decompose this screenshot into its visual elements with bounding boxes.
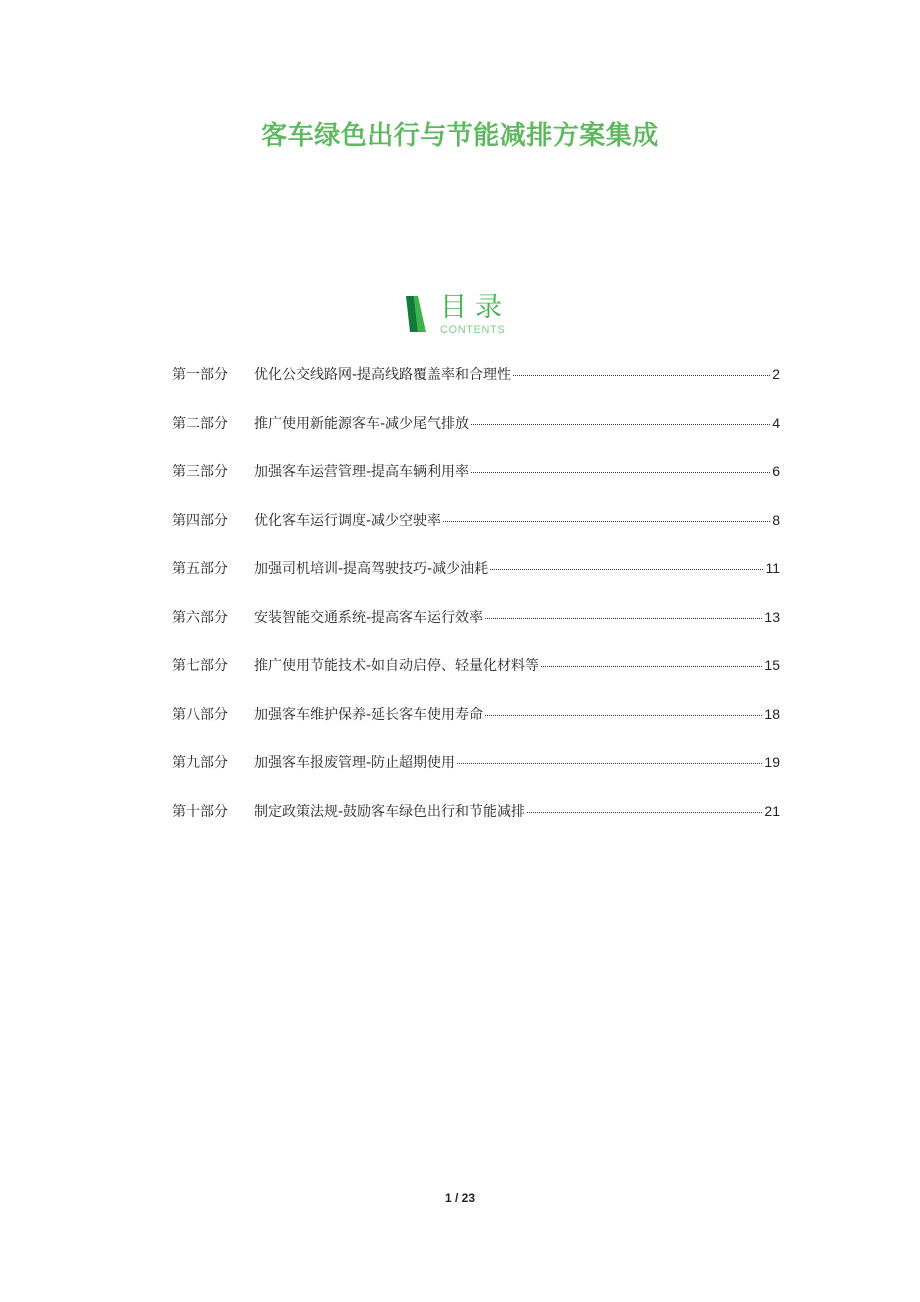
toc-entry[interactable] [172, 364, 780, 413]
toc-entry[interactable] [172, 704, 780, 753]
toc-entry-page: 18 [764, 705, 780, 722]
toc-header [404, 292, 544, 342]
toc-leader-dots [485, 714, 762, 716]
toc-entry[interactable] [172, 461, 780, 510]
toc-subheading: CONTENTS [440, 324, 506, 336]
toc-entry-part: 第七部分 [172, 658, 228, 674]
toc-entry-page: 8 [772, 511, 780, 528]
toc-entry-page: 19 [764, 754, 780, 770]
toc-leader-dots [513, 374, 770, 376]
toc-entry-part: 第五部分 [172, 561, 228, 577]
toc-entry-title: 加强司机培训-提高驾驶技巧-减少油耗 [254, 561, 489, 577]
toc-entry-title: 制定政策法规-鼓励客车绿色出行和节能减排 [254, 803, 526, 820]
toc-entry-part: 第一部分 [172, 367, 228, 383]
toc-entry-title: 推广使用节能技术-如自动启停、轻量化材料等 [254, 658, 540, 674]
toc-entry-page: 13 [764, 608, 780, 625]
toc-entry[interactable] [172, 801, 780, 850]
toc-entry[interactable] [172, 413, 780, 462]
toc-entry-title: 安装智能交通系统-提高客车运行效率 [254, 609, 484, 626]
toc-entry-page: 11 [765, 560, 780, 576]
toc-leader-dots [443, 520, 770, 522]
toc-logo-icon [404, 296, 428, 332]
toc-entry-page: 2 [772, 366, 780, 382]
toc-heading: 目录 [440, 292, 510, 323]
toc-entry-part: 第九部分 [172, 755, 228, 771]
toc-entry-title: 优化客车运行调度-减少空驶率 [254, 512, 442, 529]
toc-entry-part: 第六部分 [172, 609, 228, 626]
toc-entry[interactable] [172, 558, 780, 607]
toc-entry-title: 优化公交线路网-提高线路覆盖率和合理性 [254, 367, 512, 383]
document-title: 客车绿色出行与节能减排方案集成 [261, 121, 659, 151]
toc-entry[interactable] [172, 607, 780, 656]
toc-entry-page: 15 [764, 657, 780, 673]
toc-entry-page: 4 [772, 414, 780, 431]
toc-entry-part: 第十部分 [172, 803, 228, 820]
toc-entry[interactable] [172, 752, 780, 801]
toc-leader-dots [471, 423, 770, 425]
toc-leader-dots [485, 617, 762, 619]
toc-entry[interactable] [172, 655, 780, 704]
toc-entry-title: 加强客车运营管理-提高车辆利用率 [254, 464, 470, 480]
toc-leader-dots [527, 811, 762, 813]
toc-entry[interactable] [172, 510, 780, 559]
toc-entry-title: 加强客车报废管理-防止超期使用 [254, 755, 456, 771]
toc-entry-part: 第八部分 [172, 706, 228, 723]
table-of-contents [172, 364, 780, 849]
toc-leader-dots [541, 665, 762, 667]
toc-entry-part: 第四部分 [172, 512, 228, 529]
toc-entry-part: 第二部分 [172, 415, 228, 432]
page-number: 1 / 23 [444, 1191, 476, 1205]
toc-entry-page: 21 [764, 802, 780, 819]
toc-leader-dots [457, 762, 762, 764]
toc-entry-page: 6 [772, 463, 780, 479]
toc-leader-dots [490, 568, 763, 570]
toc-entry-title: 加强客车维护保养-延长客车使用寿命 [254, 706, 484, 723]
toc-entry-title: 推广使用新能源客车-减少尾气排放 [254, 415, 470, 432]
toc-entry-part: 第三部分 [172, 464, 228, 480]
toc-leader-dots [471, 471, 770, 473]
